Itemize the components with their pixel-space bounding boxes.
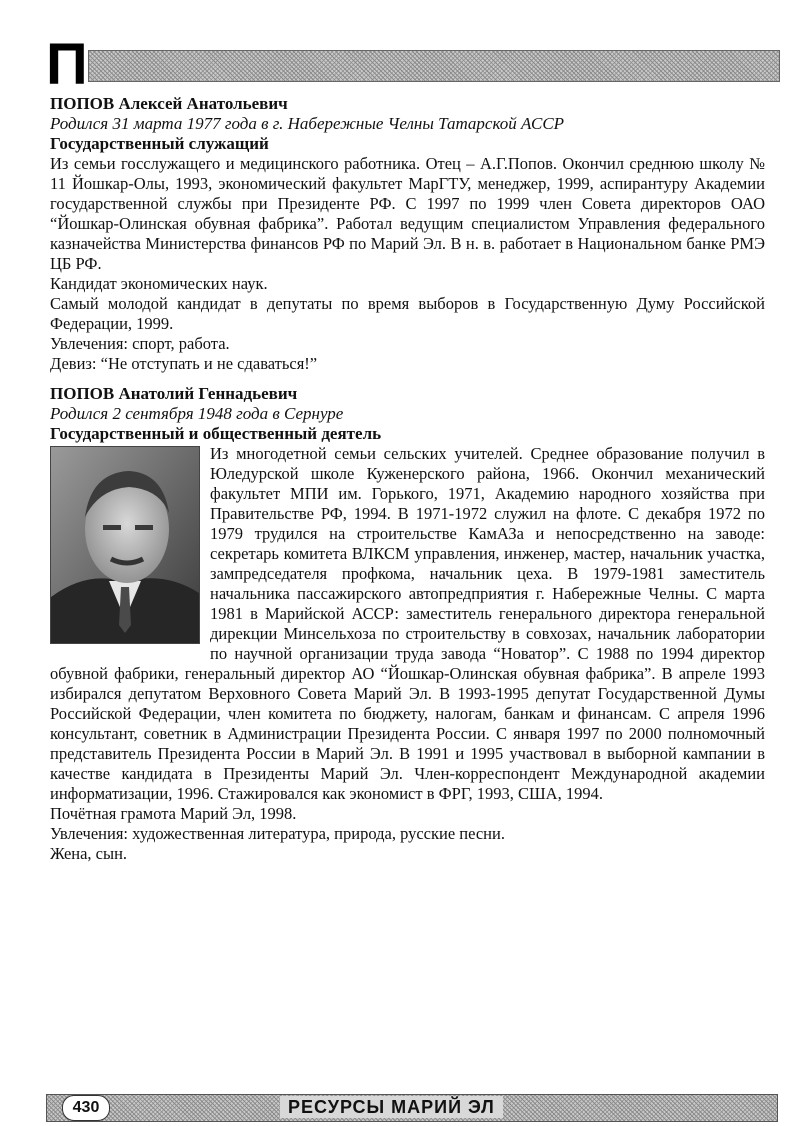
portrait-image: [51, 447, 199, 643]
entry-motto: Девиз: “Не отступать и не сдаваться!”: [50, 354, 318, 373]
entry-note: Самый молодой кандидат в депутаты по время выборов в Государственную Думу Российской Федерации, 1999.: [50, 294, 765, 333]
entry-role: Государственный и общественный деятель: [50, 424, 382, 443]
section-letter: П: [46, 32, 88, 97]
entry-hobbies: Увлечения: спорт, работа.: [50, 334, 230, 353]
entry-name: ПОПОВ Анатолий Геннадьевич: [50, 384, 298, 403]
entry-popov-anatoly: [50, 384, 765, 864]
footer-title: РЕСУРСЫ МАРИЙ ЭЛ: [280, 1096, 503, 1118]
entry-degree: Кандидат экономических наук.: [50, 274, 268, 293]
entry-hobbies: Увлечения: художественная литература, природа, русские песни.: [50, 824, 505, 843]
entry-role: Государственный служащий: [50, 134, 269, 153]
entry-family: Жена, сын.: [50, 844, 128, 863]
portrait-photo: [50, 446, 200, 644]
page-number: 430: [62, 1095, 110, 1121]
entry-birth: Родился 2 сентября 1948 года в Сернуре: [50, 404, 344, 423]
entry-biography: Из многодетной семьи сельских учителей. Среднее образование получил в Юледурской школе Куженерского района, 1966. Окончил механический факультет МПИ им. Горького, 1971, Академию народного хозяйства при Правительстве РФ, 1994. В 1971-1972 служил на флоте. С декабря 1972 по 1979 трудился на строительстве КамАЗа и непосредственно на заводе: секретарь комитета ВЛКСМ управления, инженер, мастер, начальник участка, зампредседателя профкома, начальник цеха. В 1979-1981 заместитель начальника пассажирского автопредприятия г. Набережные Челны. С марта 1981 в Марийской АССР: заместитель генерального директора генеральной дирекции Минсельхоза по строительству в совхозах, начальник лаборатории по научной организации труда завода “Новатор”. С 1988 по 1994 директор обувной фабрики, генеральный директор АО “Йошкар-Олинская обувная фабрика”. В апреле 1993 избирался депутатом Верховного Совета Марий Эл. В 1993-1995 депутат Государственной Думы Российской Федерации, член комитета по бюджету, налогам, банкам и финансам. С апреля 1996 консультант, советник в Администрации Президента России. С января 1997 по 2000 полномочный представитель Президента России в Марий Эл. В 1991 и 1995 участвовал в выборной кампании в качестве кандидата в Президенты Марий Эл. Член-корреспондент Международной академии информатизации, 1996. Стажировался как экономист в ФРГ, 1993, США, 1994.: [50, 444, 765, 803]
section-letter-bar: [88, 50, 780, 82]
entry-popov-aleksei: [50, 94, 765, 374]
entry-award: Почётная грамота Марий Эл, 1998.: [50, 804, 297, 823]
entry-name: ПОПОВ Алексей Анатольевич: [50, 94, 288, 113]
entry-biography: Из семьи госслужащего и медицинского работника. Отец – А.Г.Попов. Окончил среднюю школу № 11 Йошкар-Олы, 1993, экономический факультет МарГТУ, менеджер, 1999, аспирантуру Академии государственной службы при Президенте РФ. С 1997 по 1999 член Совета директоров ОАО “Йошкар-Олинская обувная фабрика”. Работал ведущим специалистом Управления федерального казначейства Министерства финансов РФ по Марий Эл. В н. в. работает в Национальном банке РМЭ ЦБ РФ.: [50, 154, 765, 273]
entry-birth: Родился 31 марта 1977 года в г. Набережные Челны Татарской АССР: [50, 114, 565, 133]
